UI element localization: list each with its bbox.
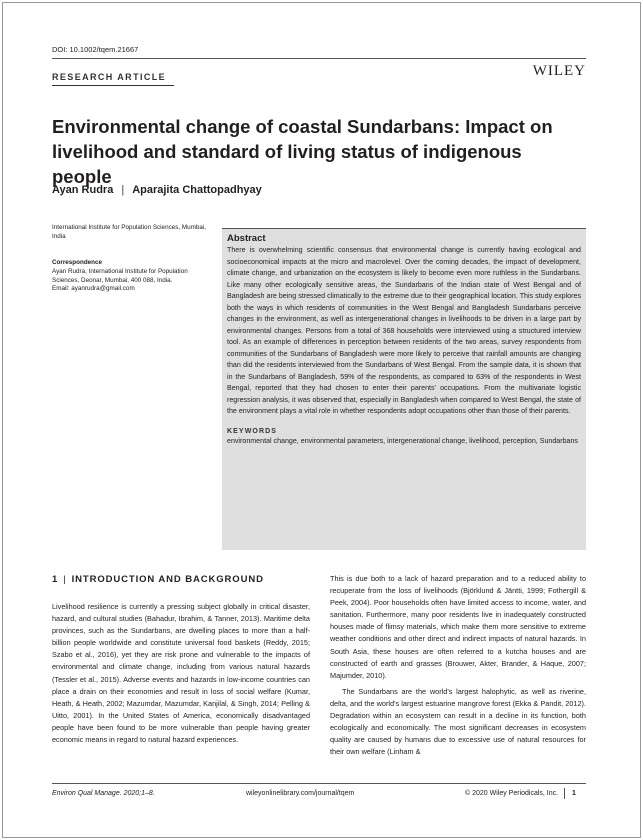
section-separator: |	[63, 574, 67, 585]
author-name[interactable]: Ayan Rudra	[52, 184, 114, 196]
footer-journal: Environ Qual Manage. 2020;1–8.	[52, 790, 155, 797]
correspondence	[52, 259, 212, 294]
footer-copyright: © 2020 Wiley Periodicals, Inc.	[465, 790, 559, 797]
section-heading	[52, 574, 264, 585]
section-title: INTRODUCTION AND BACKGROUND	[71, 574, 264, 585]
author-name[interactable]: Aparajita Chattopadhyay	[132, 184, 262, 196]
header-rule	[52, 58, 586, 59]
body-paragraph: Livelihood resilience is currently a pressing subject globally in critical disaster, hazard, and cultural studies (Bahadur, Ibrahim, & Tanner, 2013). Maritime delta provinces, such as the Sundarbans, are dwelling places to more than a half-billion people worldwide and constitute universal food baskets (Reddy, 2015; Szabo et al., 2016), yet they are risk prone and vulnerable to the impacts of environmental and climate change, including from various natural hazards (Tessler et al., 2015). Adverse events and hazards in low-income countries can place a drain on their economies and result in loss of social welfare (Kumar, Heath, & Heath, 2002; Mazumdar, Mazumdar, Kanjilal, & Singh, 2014; Pelling & Uitto, 2001). In the United States of America, economically disadvantaged people have been found to be more vulnerable than people having greater economic means in regard to natural hazard experiences.	[52, 602, 310, 745]
abstract-heading: Abstract	[227, 233, 266, 244]
keywords-heading: KEYWORDS	[227, 427, 278, 435]
article-type-underline	[52, 85, 174, 86]
footer-divider	[564, 788, 565, 799]
abstract-box	[222, 228, 586, 550]
keywords-text: environmental change, environmental parameters, intergenerational change, livelihood, perception, Sundarbans	[227, 436, 578, 445]
body-column-left	[52, 601, 310, 746]
body-paragraph: The Sundarbans are the world's largest halophytic, as well as riverine, delta, and the world's largest estuarine mangrove forest (Ekka & Pandit, 2012). Degradation within an ecosystem can result in a decline in its function, both ecologically and economically. The most significant decreases in ecosystem quality are caused by humans due to excessive use of natural resources for their own welfare (Linham &	[330, 686, 586, 757]
body-paragraph: This is due both to a lack of hazard preparation and to a reduced ability to recuperate from the loss of livelihoods (Björklund & Jäntti, 1999; Fothergill & Peek, 2004). Poor households often have limited access to income, water, and sanitation. Furthermore, many poor residents live in inadequately constructed houses made of flimsy materials, which make them more sensitive to extreme weather conditions and other direct and indirect impacts of natural hazards. In South Asia, these houses are often referred to a kutcha houses and are constructed of earth and grasses (Brouwer, Akter, Brander, & Haque, 2007; Majumder, 2010).	[330, 574, 586, 680]
footer-url-link[interactable]: wileyonlinelibrary.com/journal/tqem	[246, 790, 355, 797]
publisher-logo: WILEY	[532, 63, 586, 79]
correspondence-email[interactable]: Email: ayanrudra@gmail.com	[52, 285, 135, 293]
correspondence-text: Ayan Rudra, International Institute for Population Sciences, Deonar, Mumbai, 400 088, India.	[52, 267, 188, 284]
abstract-text: There is overwhelming scientific consensus that environmental change is currently having ecological and socioeconomical impacts at the micro and macrolevel. Over the coming decades, the impact of development, climate change, and urbanization on the ecosystem is likely to become even more ruthless in the Sundarbans. Like many other ecologically sensitive areas, the Sundarbans of the Indian state of West Bengal and of Bangladesh are being stressed climatically to the extreme due to their geographical location. This study explores both the ways in which residents of communities in the West Bengal and Bangladesh Sundarbans perceive changes in the environment, as well as intergenerational changes in livelihoods to be driven in a large part by environmental changes. Persons from a total of 368 households were interviewed using a structured interview tool. As an example of differences in perception between residents of the two areas, survey respondents from communities of the Sundarbans of Bangladesh were more likely to perceive that rainfall amounts are changing than did the residents interviewed from the Sundarbans of West Bengal. From the sample data, it is shown that in the Sundarbans of Bangladesh, 59% of the respondents, as compared to 63% of the respondents in West Bengal, reported that they had chosen to enter their parents' occupations. From the multivariate logistic regression analysis, it was observed that, especially in Bangladesh when compared to West Bengal, the state of the environment plays a vital role in whether respondents adopt occupations other than those of their parents.	[227, 246, 581, 415]
paper-title: Environmental change of coastal Sundarbans: Impact on livelihood and standard of living status of indigenous people	[52, 116, 553, 187]
section-number: 1	[52, 574, 59, 585]
correspondence-label: Correspondence	[52, 259, 103, 266]
page-number: 1	[572, 790, 576, 797]
author-separator: |	[121, 184, 125, 196]
doi-text[interactable]: DOI: 10.1002/tqem.21667	[52, 45, 139, 54]
author-list	[52, 184, 262, 196]
affiliation: International Institute for Population Sciences, Mumbai, India	[52, 224, 207, 240]
article-type-label: RESEARCH ARTICLE	[52, 72, 167, 82]
footer-rule	[52, 783, 586, 784]
body-column-right	[330, 573, 586, 758]
